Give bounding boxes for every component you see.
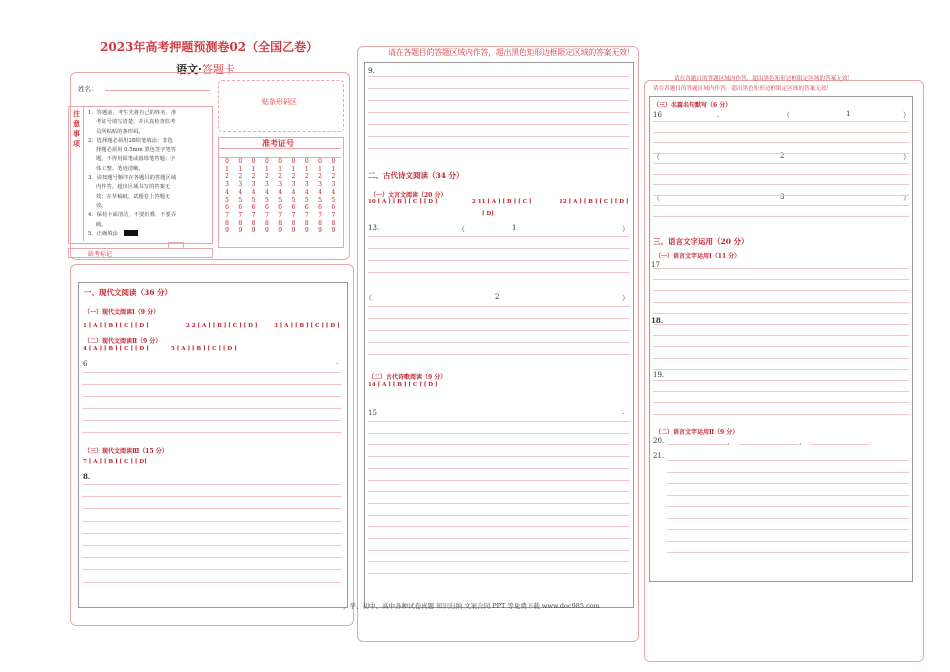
q16-part3-number: 3 — [780, 193, 785, 201]
q10-options[interactable]: 10 [ A ] [ B ] [ C ] [ D ] — [368, 199, 438, 205]
notice-line: 择题必须用 0.5mm 黑色签字笔答 — [96, 147, 177, 154]
exam-id-digit-bubble[interactable]: 9 — [225, 227, 229, 235]
answer-line[interactable] — [653, 142, 909, 143]
answer-line[interactable] — [368, 112, 630, 113]
notice-heading — [70, 107, 84, 241]
exam-id-digit-bubble[interactable]: 5 — [278, 196, 283, 204]
answer-line[interactable] — [653, 174, 909, 175]
answer-line[interactable] — [368, 468, 630, 469]
page-title: 2023年高考押题预测卷02（全国乙卷） — [100, 40, 319, 54]
answer-line[interactable] — [368, 550, 630, 551]
notice-line: 体工整、笔迹清晰。 — [96, 165, 144, 172]
answer-line[interactable] — [368, 272, 630, 273]
exam-id-digit-bubble[interactable]: 0 — [238, 158, 243, 165]
answer-line[interactable] — [82, 432, 342, 433]
exam-id-digit-bubble[interactable]: 5 — [318, 196, 322, 204]
exam-id-digit-bubble[interactable]: 7 — [318, 211, 322, 219]
answer-line[interactable] — [653, 313, 909, 314]
exam-id-digit-bubble[interactable]: 0 — [251, 158, 256, 165]
exam-id-digit-bubble[interactable]: 3 — [291, 181, 296, 189]
answer-line[interactable] — [653, 268, 909, 269]
exam-id-digit-bubble[interactable]: 4 — [331, 188, 336, 196]
q13-part1-number: 1 — [512, 224, 517, 232]
exam-id-digit-bubble[interactable]: 1 — [264, 165, 269, 173]
answer-line[interactable] — [368, 561, 630, 562]
answer-line[interactable] — [653, 216, 909, 217]
exam-id-label: 准考证号 — [262, 138, 294, 148]
exam-id-digit-bubble[interactable]: 8 — [251, 219, 256, 227]
exam-id-digit-bubble[interactable]: 6 — [225, 204, 229, 212]
answer-line[interactable] — [667, 541, 909, 542]
exam-id-digit-bubble[interactable]: 5 — [238, 196, 243, 204]
exam-id-digit-bubble[interactable]: 3 — [225, 181, 229, 189]
exam-id-digit-bubble[interactable]: 3 — [318, 181, 322, 189]
q21-number: 21. — [653, 452, 665, 460]
exam-id-column — [315, 158, 325, 235]
exam-id-digit-bubble[interactable]: 2 — [291, 173, 296, 181]
answer-line[interactable] — [368, 503, 630, 504]
notice-line: 4．保持卡面清洁，不要折叠、不要弄 — [88, 212, 177, 219]
answer-line[interactable] — [368, 318, 630, 319]
q20-blank-1[interactable] — [667, 444, 727, 445]
notice-line: 效。 — [96, 202, 107, 209]
notice-line: 5．正确填涂 — [88, 230, 210, 239]
answer-line[interactable] — [368, 148, 630, 149]
notice-line: 效；在草稿纸、试题卷上答题无 — [96, 193, 171, 200]
q16-part2-open: （ — [653, 153, 660, 161]
answer-line[interactable] — [368, 124, 630, 125]
q16-part2-close: ） — [903, 153, 910, 161]
answer-line[interactable] — [368, 236, 630, 237]
exam-id-digit-bubble[interactable]: 1 — [225, 165, 229, 173]
column-3-banner-2: 请在各题目的答题区域内作答，超出黑色矩形边框限定区域的答案无效！ — [653, 86, 833, 92]
exam-id-digit-bubble[interactable]: 3 — [304, 181, 309, 189]
q20-blank-3[interactable] — [810, 444, 870, 445]
answer-line[interactable] — [653, 132, 909, 133]
filled-mark-sample — [124, 230, 138, 236]
exam-id-digit-bubble[interactable]: 8 — [304, 219, 309, 227]
exam-id-digit-bubble[interactable]: 1 — [331, 165, 336, 173]
q2-options[interactable]: 2 2 [ A ] [ B ] [ C ] [ D ] — [186, 323, 258, 329]
column-3-inner — [649, 96, 913, 582]
answer-line[interactable] — [368, 342, 630, 343]
exam-id-digit-bubble[interactable]: 1 — [251, 165, 256, 173]
exam-id-digit-bubble[interactable]: 5 — [291, 196, 296, 204]
section-1-inner — [78, 282, 348, 608]
subject-dot: · — [198, 63, 202, 76]
answer-line[interactable] — [368, 456, 630, 457]
exam-id-digit-bubble[interactable]: 5 — [251, 196, 256, 204]
answer-line[interactable] — [82, 582, 342, 583]
exam-id-column — [222, 158, 232, 235]
notice-line: 2．选择题必须用2B铅笔填涂；非选 — [88, 137, 173, 144]
q17-number: 17 — [651, 261, 660, 269]
q19-number: 19. — [653, 371, 665, 379]
section-3-title: 三、语言文字运用（20 分） — [653, 237, 749, 246]
q13-part2-number: 2 — [495, 293, 500, 301]
answer-line[interactable] — [368, 100, 630, 101]
q14-options[interactable]: 14 [ A ] [ B ] [ C ] [ D ] — [368, 382, 438, 388]
q16-part1-number: 1 — [846, 110, 851, 118]
exam-id-column — [249, 158, 259, 235]
exam-id-digit-bubble[interactable]: 2 — [251, 173, 256, 181]
answer-line[interactable] — [82, 420, 342, 421]
exam-id-digit-bubble[interactable]: 2 — [238, 173, 243, 181]
exam-id-digit-bubble[interactable]: 7 — [251, 211, 256, 219]
subsection-3-1: （一）语言文字运用Ⅰ（11 分） — [655, 253, 741, 260]
exam-id-digit-bubble[interactable]: 0 — [331, 158, 336, 165]
q12-options[interactable]: 12 [ A ] [ B ] [ C ] [ D ] — [559, 199, 629, 205]
q6-end: . — [336, 358, 339, 366]
answer-line[interactable] — [653, 369, 909, 370]
exam-id-digit-bubble[interactable]: 7 — [278, 211, 283, 219]
answer-line[interactable] — [667, 518, 909, 519]
q7-options[interactable]: 7 [ A ] [ B ] [ C ] [ D] — [83, 459, 147, 465]
exam-id-digit-bubble[interactable]: 8 — [278, 219, 283, 227]
answer-line[interactable] — [368, 573, 630, 574]
exam-id-digit-bubble[interactable]: 2 — [225, 173, 229, 181]
answer-line[interactable] — [368, 444, 630, 445]
answer-line[interactable] — [653, 184, 909, 185]
exam-id-digit-bubble[interactable]: 6 — [278, 204, 283, 212]
exam-id-column — [275, 158, 285, 235]
answer-line[interactable] — [368, 260, 630, 261]
subsection-2-1: （一）文言文阅读（20 分） — [370, 192, 447, 199]
exam-id-column — [235, 158, 245, 235]
subsection-2-2: （二）古代诗歌阅读（9 分） — [368, 374, 447, 381]
exam-id-digit-bubble[interactable]: 8 — [225, 219, 229, 227]
answer-line[interactable] — [82, 384, 342, 385]
q11-options[interactable]: 2 11 [ A ] [ B ] [ C ] — [472, 199, 532, 205]
answer-line[interactable] — [667, 552, 909, 553]
q16-part1-open: （ — [783, 111, 790, 119]
exam-id-digit-bubble[interactable]: 3 — [251, 181, 256, 189]
q6-number: 6 — [83, 360, 88, 368]
subsection-1-2: （二）现代文阅读Ⅱ（9 分） — [84, 338, 162, 345]
answer-line[interactable] — [82, 521, 342, 522]
column-2-banner: 请在各题目的答题区域内作答，超出黑色矩形边框限定区域的答案无效！ — [388, 48, 635, 57]
column-3-banner-1: 请在各题目的答题区域内作答，超出黑色矩形边框限定区域的答案无效！ — [674, 76, 854, 82]
q5-options[interactable]: 5 [ A ] [ B ] [ C ] [ D ] — [171, 346, 237, 352]
exam-id-digit-bubble[interactable]: 4 — [251, 188, 256, 196]
exam-id-digit-bubble[interactable]: 2 — [331, 173, 336, 181]
exam-id-digit-bubble[interactable]: 6 — [304, 204, 309, 212]
exam-id-digit-bubble[interactable]: 8 — [264, 219, 269, 227]
name-input-line[interactable] — [105, 90, 210, 91]
exam-id-digit-bubble[interactable]: 6 — [264, 204, 269, 212]
answer-line[interactable] — [368, 354, 630, 355]
q13-part2-open: （ — [365, 294, 372, 302]
answer-line[interactable] — [653, 324, 909, 325]
answer-line[interactable] — [368, 491, 630, 492]
answer-line[interactable] — [667, 460, 909, 461]
answer-line[interactable] — [368, 248, 630, 249]
answer-line[interactable] — [368, 526, 630, 527]
q16-dot: . — [717, 111, 720, 119]
section-2-title: 二、古代诗文阅读（34 分） — [368, 171, 464, 180]
answer-line[interactable] — [653, 195, 909, 196]
exam-id-digit-bubble[interactable]: 7 — [304, 211, 309, 219]
notice-char-1: 注 — [73, 109, 80, 118]
exam-id-digit-bubble[interactable]: 9 — [331, 227, 336, 235]
exam-id-digit-bubble[interactable]: 7 — [291, 211, 296, 219]
exam-id-digit-bubble[interactable]: 3 — [278, 181, 283, 189]
answer-line[interactable] — [368, 515, 630, 516]
exam-id-digit-bubble[interactable]: 9 — [264, 227, 269, 235]
q16-part3-open: （ — [653, 194, 660, 202]
q15-number: 15 — [368, 409, 377, 417]
exam-id-digit-bubble[interactable]: 6 — [291, 204, 296, 212]
answer-line[interactable] — [82, 569, 342, 570]
subsection-3-3: （三）名篇名句默写（6 分） — [653, 102, 732, 109]
q13-number: 13. — [368, 224, 380, 232]
answer-line[interactable] — [653, 290, 909, 291]
exam-id-digit-bubble[interactable]: 9 — [318, 227, 322, 235]
exam-id-digit-bubble[interactable]: 6 — [238, 204, 243, 212]
exam-id-digit-bubble[interactable]: 4 — [225, 188, 229, 196]
exam-id-digit-bubble[interactable]: 6 — [331, 204, 336, 212]
answer-line[interactable] — [667, 483, 909, 484]
exam-id-digit-bubble[interactable]: 4 — [291, 188, 296, 196]
exam-id-digit-bubble[interactable]: 5 — [304, 196, 309, 204]
exam-id-digit-bubble[interactable]: 4 — [238, 188, 243, 196]
answer-line[interactable] — [653, 380, 909, 381]
notice-line: 考证号填写清楚，并认真检查监考 — [96, 119, 176, 126]
notice-char-4: 项 — [73, 139, 80, 148]
q11-option-d[interactable]: [ D] — [482, 211, 494, 217]
q13-part2-close: ） — [622, 294, 629, 302]
exam-id-digit-bubble[interactable]: 8 — [238, 219, 243, 227]
answer-line[interactable] — [82, 484, 342, 485]
exam-id-digit-bubble[interactable]: 9 — [251, 227, 256, 235]
exam-id-digit-bubble[interactable]: 8 — [291, 219, 296, 227]
exam-id-digit-bubble[interactable]: 1 — [291, 165, 296, 173]
exam-id-digit-bubble[interactable]: 9 — [238, 227, 243, 235]
exam-id-digit-bubble[interactable]: 2 — [278, 173, 283, 181]
exam-id-digit-bubble[interactable]: 5 — [331, 196, 336, 204]
notice-line: 破。 — [96, 221, 107, 228]
notice-items — [88, 109, 210, 239]
exam-id-entry-row[interactable] — [219, 148, 341, 158]
exam-id-digit-bubble[interactable]: 2 — [318, 173, 322, 181]
q16-part3-close: ） — [903, 194, 910, 202]
card-label: 答题卡 — [201, 63, 235, 76]
notice-line: 1．答题前，考生先将自己的姓名、准 — [88, 110, 177, 116]
answer-line[interactable] — [667, 495, 909, 496]
answer-line[interactable] — [82, 557, 342, 558]
answer-line[interactable] — [653, 279, 909, 280]
answer-line[interactable] — [368, 480, 630, 481]
answer-line[interactable] — [368, 433, 630, 434]
exam-id-digit-bubble[interactable]: 9 — [278, 227, 283, 235]
subsection-1-1: （一）现代文阅读Ⅰ（9 分） — [84, 309, 160, 316]
exam-id-digit-bubble[interactable]: 0 — [278, 158, 283, 165]
answer-line[interactable] — [368, 136, 630, 137]
q13-part1-close: ） — [622, 225, 629, 233]
exam-id-digit-bubble[interactable]: 2 — [304, 173, 309, 181]
notice-line: 题，不得用铅笔或圆珠笔答题；字 — [96, 156, 176, 163]
exam-id-digit-bubble[interactable]: 9 — [304, 227, 309, 235]
exam-id-digit-bubble[interactable]: 4 — [278, 188, 283, 196]
exam-id-digit-bubble[interactable]: 0 — [304, 158, 309, 165]
answer-line[interactable] — [368, 330, 630, 331]
q16-part2-number: 2 — [780, 152, 785, 160]
answer-line[interactable] — [368, 76, 630, 77]
answer-line[interactable] — [368, 306, 630, 307]
exam-id-digit-bubble[interactable]: 8 — [318, 219, 322, 227]
answer-line[interactable] — [82, 408, 342, 409]
subsection-3-2: （二）语言文字运用Ⅱ（9 分） — [655, 429, 739, 436]
answer-line[interactable] — [653, 153, 909, 154]
exam-id-column — [328, 158, 338, 235]
barcode-label: 贴条形码区 — [262, 98, 297, 106]
answer-line[interactable] — [653, 302, 909, 303]
exam-id-digit-bubble[interactable]: 4 — [318, 188, 322, 196]
answer-line[interactable] — [82, 508, 342, 509]
exam-id-digit-bubble[interactable]: 5 — [225, 196, 229, 204]
answer-line[interactable] — [368, 538, 630, 539]
answer-line[interactable] — [82, 545, 342, 546]
q16-number: 16 — [653, 111, 662, 119]
answer-line[interactable] — [82, 496, 342, 497]
notice-line: 3．请按题号顺序在各题目的答题区域 — [88, 175, 177, 182]
answer-line[interactable] — [653, 205, 909, 206]
answer-line[interactable] — [653, 402, 909, 403]
answer-line[interactable] — [667, 472, 909, 473]
exam-id-digit-bubble[interactable]: 1 — [238, 165, 243, 173]
exam-id-digit-bubble[interactable]: 1 — [304, 165, 309, 173]
exam-id-column — [262, 158, 272, 235]
subject-label: 语文 — [176, 63, 198, 76]
section-1-title: 一、现代文阅读（36 分） — [84, 288, 173, 297]
answer-line[interactable] — [368, 88, 630, 89]
exam-id-digit-bubble[interactable]: 5 — [264, 196, 269, 204]
notice-line: 内作答，超出区域书写的答案无 — [96, 184, 171, 191]
answer-line[interactable] — [653, 391, 909, 392]
answer-line[interactable] — [653, 121, 909, 122]
q20-separator-2: 、 — [799, 438, 806, 446]
exam-id-digit-bubble[interactable]: 0 — [318, 158, 322, 165]
answer-line[interactable] — [82, 372, 342, 373]
notice-line: 员所粘贴的条形码。 — [96, 128, 144, 135]
exam-id-column — [302, 158, 312, 235]
q20-number: 20. — [653, 437, 665, 445]
exam-id-column — [289, 158, 299, 235]
notice-char-2: 意 — [73, 119, 80, 128]
exam-id-digit-bubble[interactable]: 4 — [264, 188, 269, 196]
exam-id-digit-bubble[interactable]: 6 — [251, 204, 256, 212]
subsection-1-3: （三）现代文阅读Ⅲ（15 分） — [84, 448, 168, 455]
q4-options[interactable]: 4 [ A ] [ B ] [ C ] [ D ] — [83, 346, 149, 352]
exam-id-digit-bubble[interactable]: 1 — [278, 165, 283, 173]
exam-id-digit-bubble[interactable]: 2 — [264, 173, 269, 181]
exam-id-digit-bubble[interactable]: 0 — [264, 158, 269, 165]
answer-line[interactable] — [653, 414, 909, 415]
answer-line[interactable] — [82, 396, 342, 397]
exam-id-digit-bubble[interactable]: 1 — [318, 165, 322, 173]
exam-id-digit-bubble[interactable]: 7 — [238, 211, 243, 219]
notice-char-3: 事 — [73, 129, 80, 138]
exam-id-digit-bubble[interactable]: 4 — [304, 188, 309, 196]
answer-line[interactable] — [653, 163, 909, 164]
q13-part1-open: （ — [458, 225, 465, 233]
answer-line[interactable] — [653, 335, 909, 336]
q18-number: 18. — [651, 316, 664, 325]
answer-line[interactable] — [653, 358, 909, 359]
exam-id-digit-bubble[interactable]: 0 — [291, 158, 296, 165]
q3-options[interactable]: 3 [ A ] [ B ] [ C ] [ D ] — [274, 323, 340, 329]
exam-id-digit-bubble[interactable]: 7 — [331, 211, 336, 219]
exam-id-digit-bubble[interactable]: 3 — [331, 181, 336, 189]
q8-number: 8. — [83, 472, 91, 481]
exam-id-digit-bubble[interactable]: 3 — [264, 181, 269, 189]
q1-options[interactable]: 1 [ A ] [ B ] [ C ] [ D ] — [83, 323, 149, 329]
absent-mark-label: 缺考标记 — [88, 251, 113, 258]
exam-id-digit-bubble[interactable]: 7 — [225, 211, 229, 219]
footer-text: ，学、初中、高中各种试卷真题 知识归纳 文案合同 PPT 等免费下载 www.doc985.com — [343, 602, 600, 610]
answer-line[interactable] — [653, 346, 909, 347]
exam-id-digit-bubble[interactable]: 0 — [225, 158, 229, 165]
answer-line[interactable] — [667, 506, 909, 507]
q20-blank-2[interactable] — [738, 444, 798, 445]
q9-number: 9. — [368, 67, 375, 75]
exam-id-digit-bubble[interactable]: 3 — [238, 181, 243, 189]
exam-id-digit-bubble[interactable]: 8 — [331, 219, 336, 227]
exam-id-digit-bubble[interactable]: 9 — [291, 227, 296, 235]
name-label: 姓名： — [78, 85, 98, 93]
q15-end: . — [622, 408, 625, 416]
q16-part1-close: ） — [903, 111, 910, 119]
exam-id-digit-bubble[interactable]: 6 — [318, 204, 322, 212]
answer-line[interactable] — [82, 533, 342, 534]
answer-line[interactable] — [667, 529, 909, 530]
exam-id-digit-bubble[interactable]: 7 — [264, 211, 269, 219]
q20-separator-1: 、 — [727, 438, 734, 446]
answer-line[interactable] — [368, 421, 630, 422]
